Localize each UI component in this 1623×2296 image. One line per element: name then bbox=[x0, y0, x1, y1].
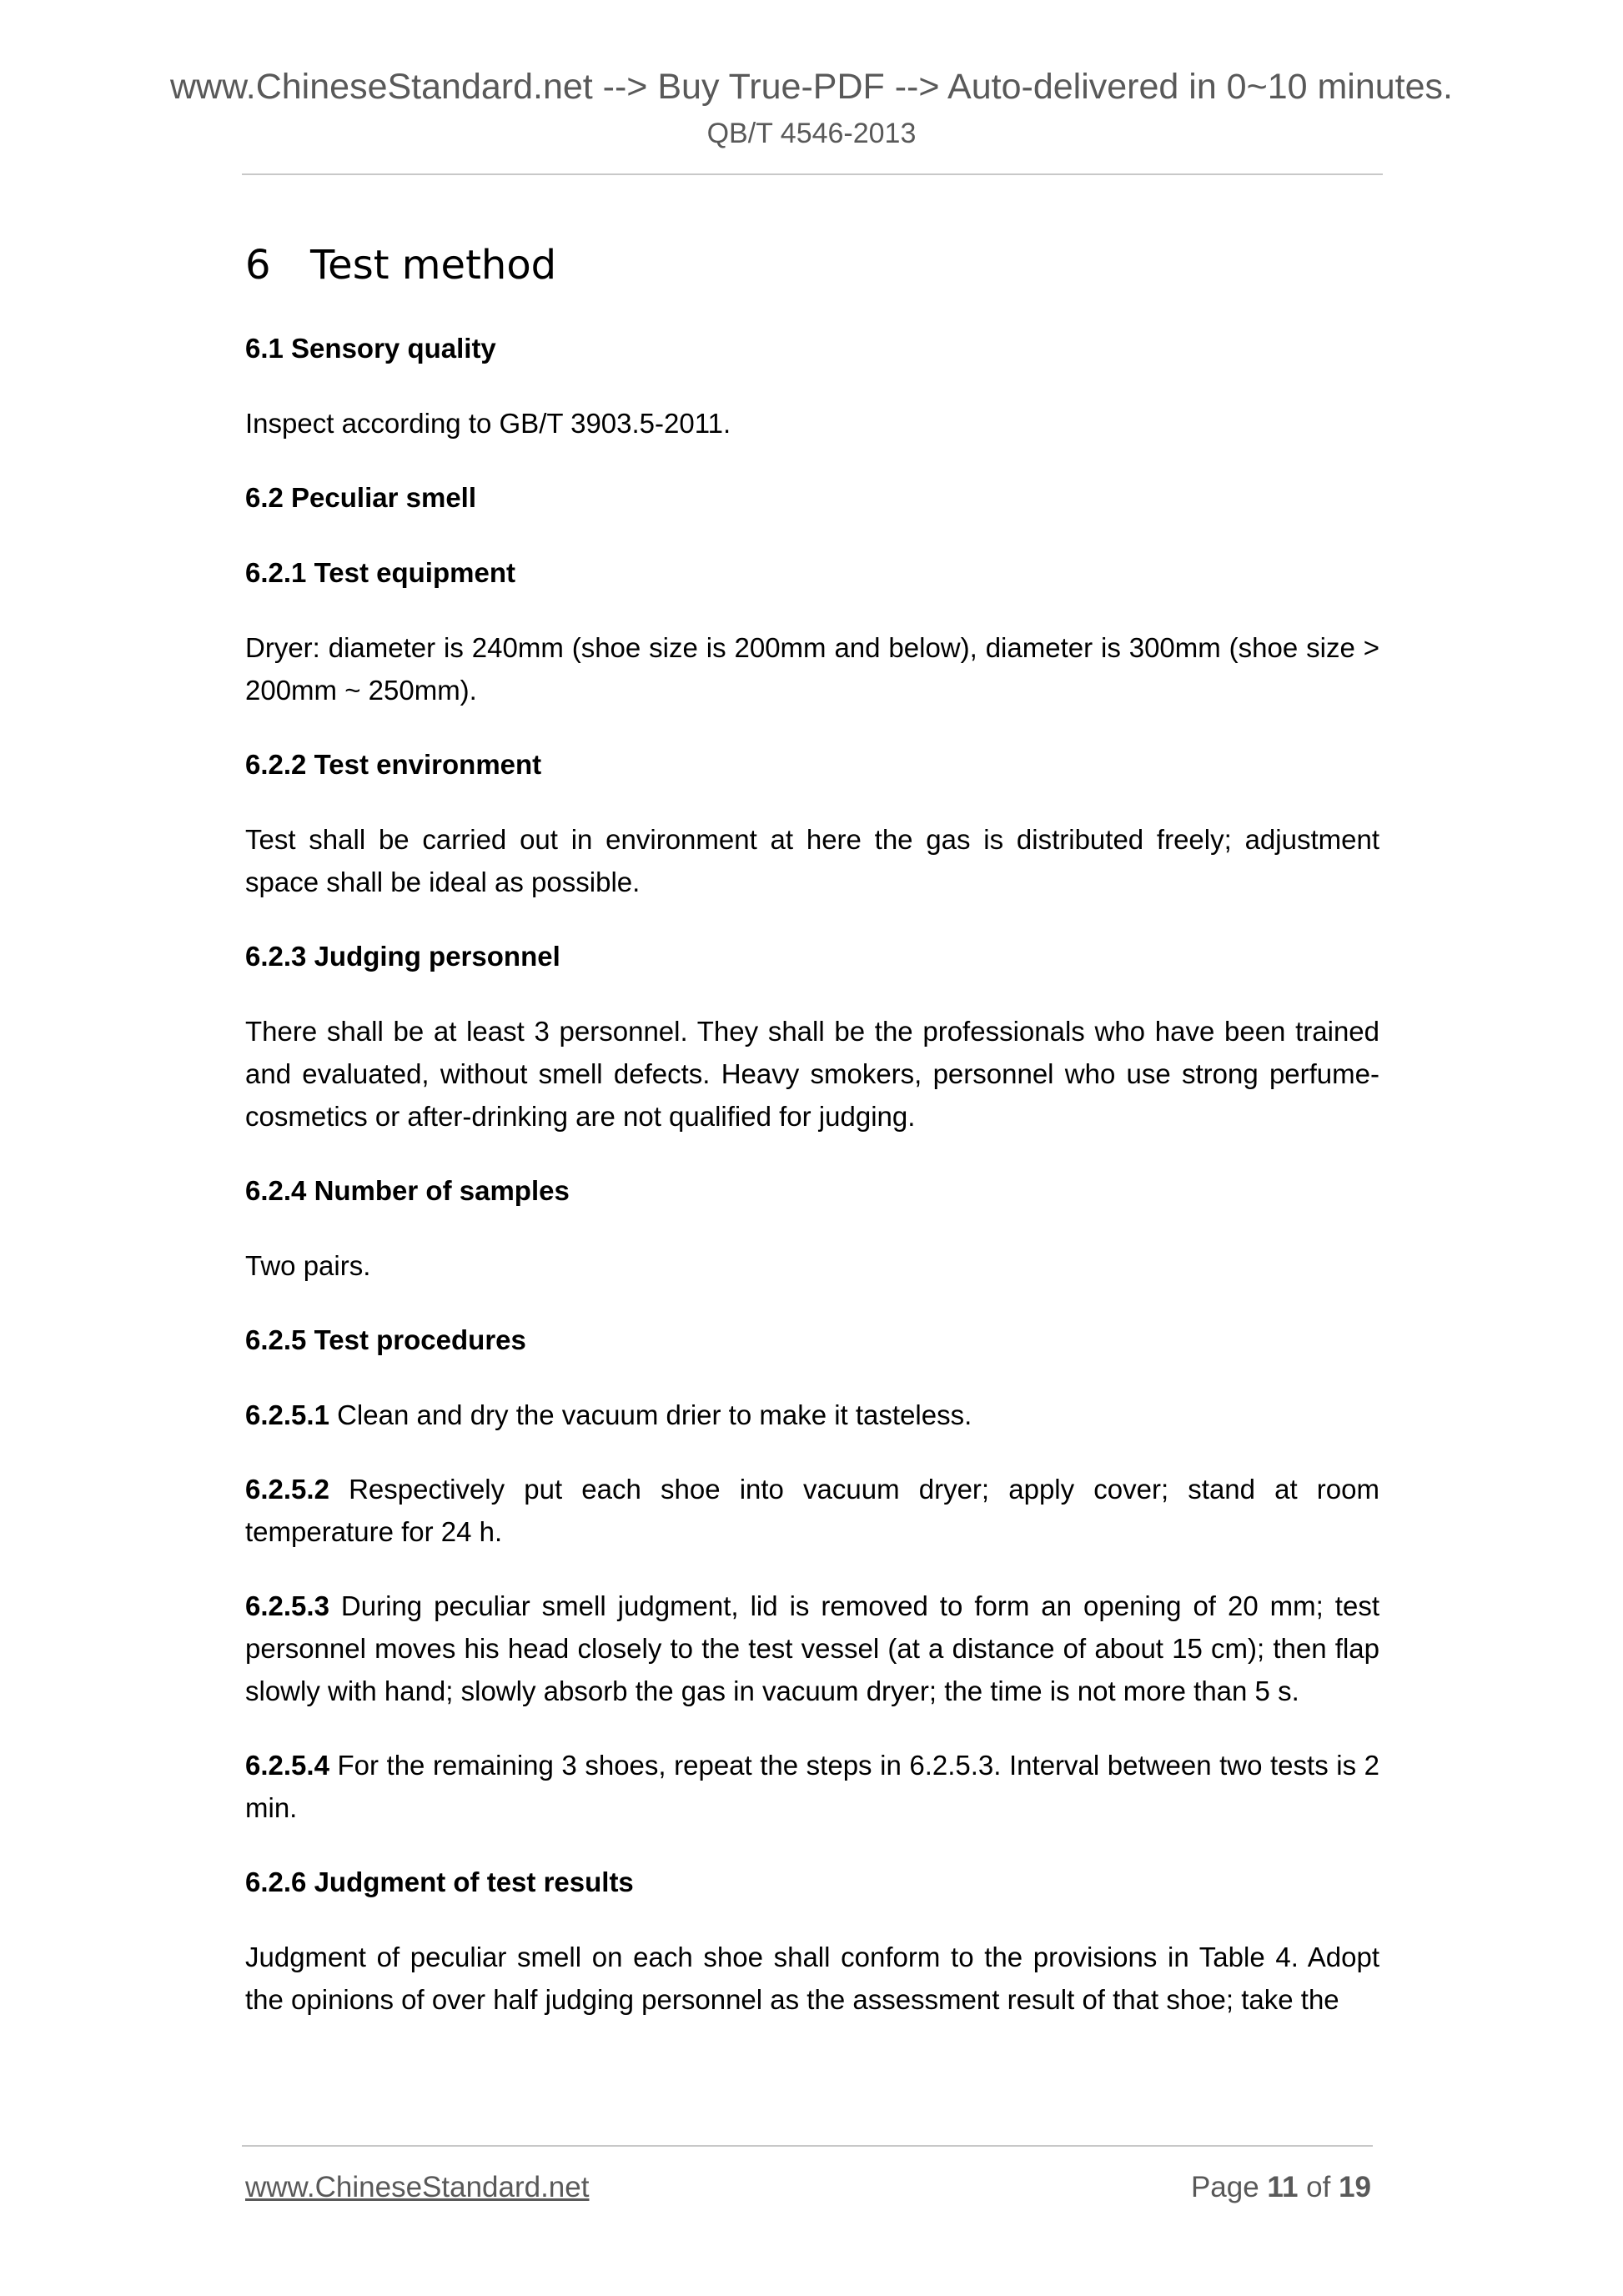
subsection-heading-6-1: 6.1 Sensory quality bbox=[245, 333, 496, 364]
total-pages-number: 19 bbox=[1339, 2171, 1371, 2203]
footer-website-link[interactable]: www.ChineseStandard.net bbox=[245, 2171, 590, 2203]
step-number: 6.2.5.3 bbox=[245, 1590, 329, 1621]
page-prefix: Page bbox=[1190, 2171, 1268, 2203]
header-divider bbox=[242, 173, 1383, 175]
subsection-heading-6-2-2: 6.2.2 Test environment bbox=[245, 749, 542, 780]
page-of-label: of bbox=[1298, 2171, 1339, 2203]
step-number: 6.2.5.4 bbox=[245, 1750, 329, 1781]
subsection-heading-6-2: 6.2 Peculiar smell bbox=[245, 482, 477, 513]
paragraph-6-1: Inspect according to GB/T 3903.5-2011. bbox=[245, 408, 731, 439]
step-text: For the remaining 3 shoes, repeat the steps in 6.2.5.3. Interval between two tests is 2 min. bbox=[245, 1750, 1379, 1823]
step-paragraph bbox=[245, 1468, 1379, 1553]
step-paragraph bbox=[245, 1744, 1379, 1829]
step-text: During peculiar smell judgment, lid is removed to form an opening of 20 mm; test personnel moves his head closely to the test vessel (at a distance of about 15 cm); then flap slowly with hand; slowly absorb the gas in vacuum dryer; the time is not more than 5 s. bbox=[245, 1590, 1379, 1706]
paragraph-6-2-6: Judgment of peculiar smell on each shoe shall conform to the provisions in Table 4. Adopt the opinions of over half judging personnel as the assessment result of that shoe; take the bbox=[245, 1942, 1379, 2015]
paragraph-6-2-2: Test shall be carried out in environment at here the gas is distributed freely; adjustment space shall be ideal as possible. bbox=[245, 824, 1379, 897]
section-heading bbox=[245, 235, 1379, 295]
header-banner: www.ChineseStandard.net --> Buy True-PDF --> Auto-delivered in 0~10 minutes. bbox=[169, 67, 1453, 107]
section-number: 6 bbox=[245, 242, 271, 289]
document-id: QB/T 4546-2013 bbox=[706, 118, 917, 149]
step-paragraph bbox=[245, 1585, 1379, 1712]
subsection-heading-6-2-3: 6.2.3 Judging personnel bbox=[245, 941, 560, 972]
step-number: 6.2.5.1 bbox=[245, 1399, 329, 1430]
step-text: Respectively put each shoe into vacuum dryer; apply cover; stand at room temperature for 24 h. bbox=[245, 1474, 1379, 1547]
paragraph-6-2-4: Two pairs. bbox=[245, 1250, 371, 1281]
subsection-heading-6-2-5: 6.2.5 Test procedures bbox=[245, 1324, 526, 1355]
subsection-heading-6-2-4: 6.2.4 Number of samples bbox=[245, 1175, 570, 1206]
current-page-number: 11 bbox=[1267, 2171, 1299, 2203]
page-indicator bbox=[1191, 2168, 1371, 2207]
footer-divider bbox=[242, 2145, 1373, 2147]
paragraph-6-2-3: There shall be at least 3 personnel. They shall be the professionals who have been trained and evaluated, without smell defects. Heavy smokers, personnel who use strong perfume-cosmetics or after-drinking are not qualified for judging. bbox=[245, 1016, 1379, 1132]
section-title: Test method bbox=[310, 242, 557, 289]
step-paragraph bbox=[245, 1394, 1379, 1436]
subsection-heading-6-2-1: 6.2.1 Test equipment bbox=[245, 557, 515, 588]
step-number: 6.2.5.2 bbox=[245, 1474, 329, 1505]
step-text: Clean and dry the vacuum drier to make it tasteless. bbox=[329, 1399, 972, 1430]
paragraph-6-2-1: Dryer: diameter is 240mm (shoe size is 200mm and below), diameter is 300mm (shoe size > 200mm ~ 250mm). bbox=[245, 632, 1379, 706]
subsection-heading-6-2-6: 6.2.6 Judgment of test results bbox=[245, 1866, 634, 1897]
page-content bbox=[245, 235, 1379, 2052]
